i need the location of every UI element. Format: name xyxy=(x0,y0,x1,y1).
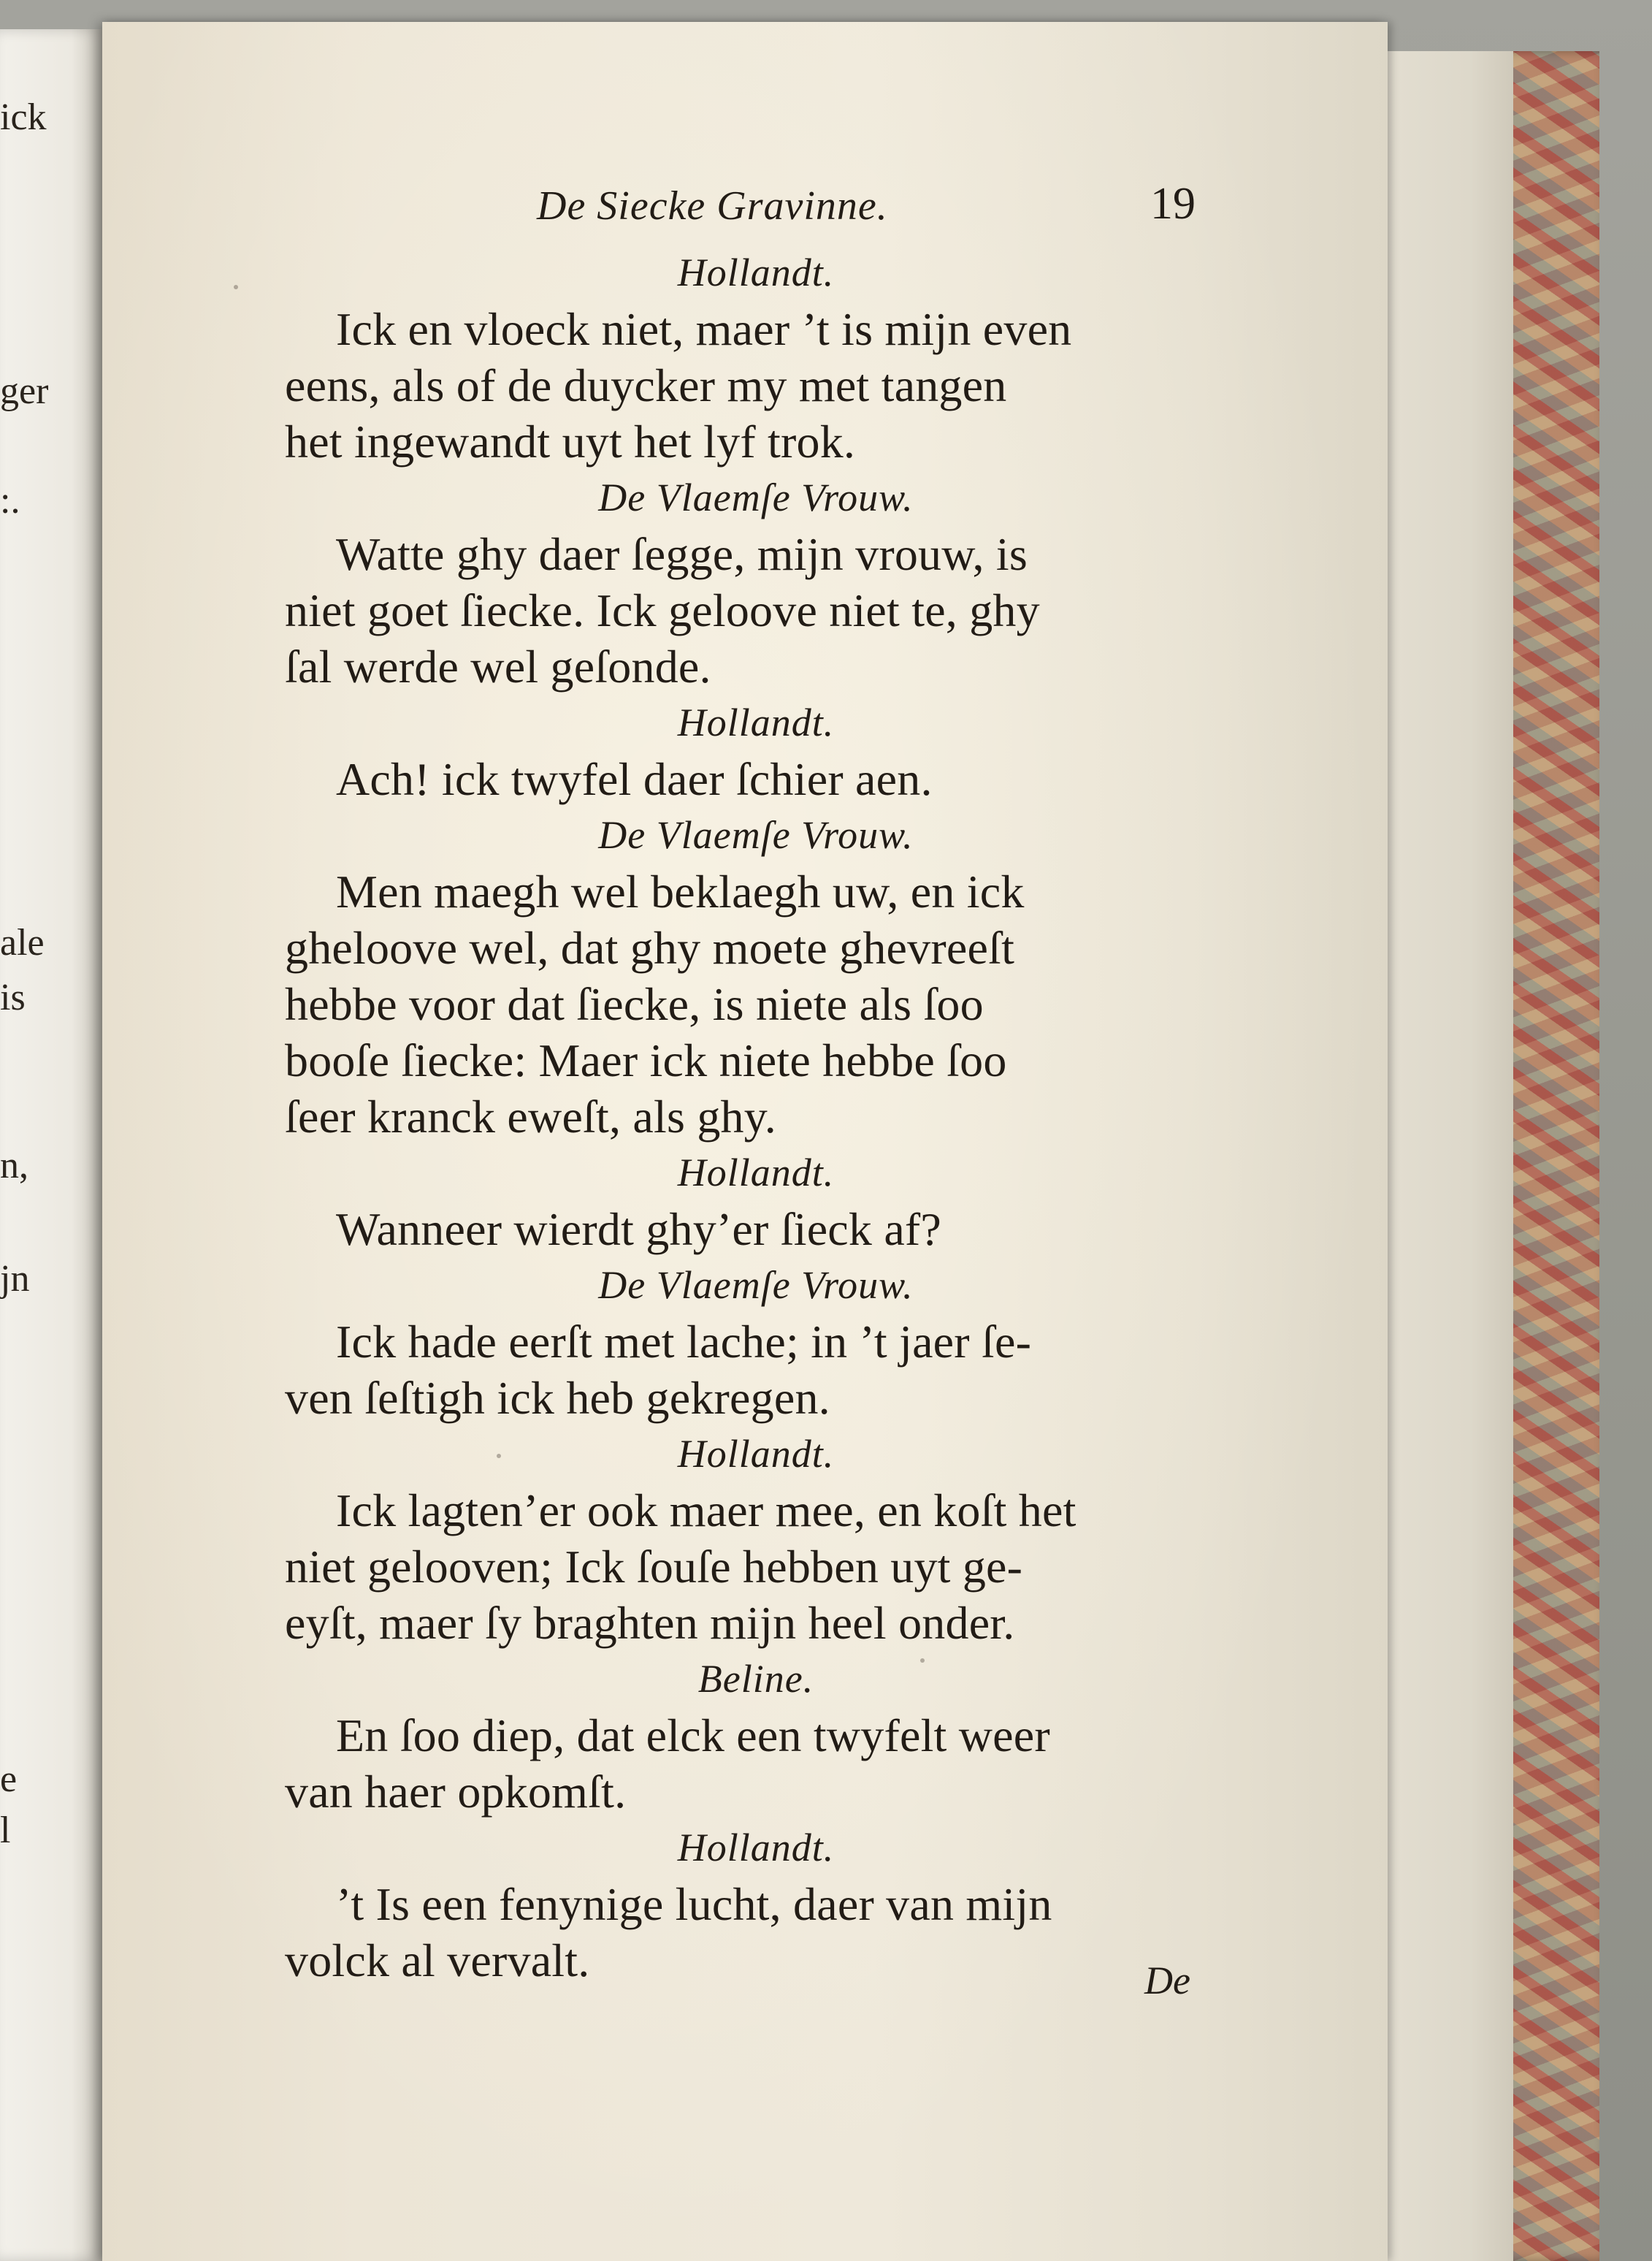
facing-page-fragment: ger xyxy=(0,370,49,412)
dialogue-line: Ick hade eerſt met lache; in ’t jaer ſe- xyxy=(336,1316,1032,1368)
book-page xyxy=(102,22,1388,2261)
dialogue-line: booſe ſiecke: Maer ick niete hebbe ſoo xyxy=(285,1034,1007,1086)
dialogue-lines xyxy=(285,245,1249,1989)
facing-page-fragment: :. xyxy=(0,480,20,522)
facing-page-fragment: n, xyxy=(0,1145,28,1186)
dialogue-line: En ſoo diep, dat elck een twyfelt weer xyxy=(336,1709,1050,1761)
dialogue-line: Ick en vloeck niet, maer ’t is mijn even xyxy=(336,303,1072,355)
speaker-heading: Hollandt. xyxy=(677,251,835,294)
running-head-title: De Siecke Gravinne. xyxy=(537,183,888,229)
dialogue-line: hebbe voor dat ſiecke, is niete als ſoo xyxy=(285,978,984,1030)
dialogue-line: ven ſeſtigh ick heb gekregen. xyxy=(285,1372,830,1424)
speaker-heading: Hollandt. xyxy=(677,1432,835,1476)
facing-page xyxy=(0,29,102,2261)
dialogue-line: ’t Is een fenynige lucht, daer van mijn xyxy=(336,1878,1052,1930)
speaker-heading: De Vlaemſe Vrouw. xyxy=(598,813,914,857)
speaker-heading: Beline. xyxy=(697,1657,814,1701)
dialogue-line: Men maegh wel beklaegh uw, en ick xyxy=(336,866,1025,918)
dialogue-line: gheloove wel, dat ghy moete ghevreeſt xyxy=(285,922,1015,974)
catchword: De xyxy=(1144,1959,1190,2002)
speaker-heading: De Vlaemſe Vrouw. xyxy=(598,476,914,519)
facing-page-fragment: ale xyxy=(0,922,45,964)
dialogue-line: eyſt, maer ſy braghten mijn heel onder. xyxy=(285,1597,1015,1649)
page-number: 19 xyxy=(1150,179,1196,229)
dialogue-line: Ick lagten’er ook maer mee, en koſt het xyxy=(336,1484,1077,1536)
underlying-page-edge xyxy=(1366,51,1513,2261)
dialogue-line: Ach! ick twyfel daer ſchier aen. xyxy=(336,753,933,805)
facing-page-fragment: e xyxy=(0,1758,18,1800)
running-head xyxy=(285,131,1249,229)
facing-page-fragment: is xyxy=(0,977,26,1018)
dialogue-line: Watte ghy daer ſegge, mijn vrouw, is xyxy=(336,528,1028,580)
dialogue-line: ſal werde wel geſonde. xyxy=(285,641,711,693)
speaker-heading: Hollandt. xyxy=(677,1151,835,1194)
facing-page-fragment: l xyxy=(0,1810,11,1851)
dialogue-line: eens, als of de duycker my met tangen xyxy=(285,359,1007,411)
dialogue-line: niet goet ſiecke. Ick geloove niet te, ghy xyxy=(285,584,1040,636)
page-text-block xyxy=(285,131,1249,2045)
speaker-heading: Hollandt. xyxy=(677,1826,835,1869)
dialogue-line: Wanneer wierdt ghy’er ſieck af? xyxy=(336,1203,942,1255)
dialogue-line: ſeer kranck eweſt, als ghy. xyxy=(285,1091,776,1143)
dialogue-line: niet gelooven; Ick ſouſe hebben uyt ge- xyxy=(285,1541,1023,1593)
dialogue-line: volck al vervalt. xyxy=(285,1934,590,1986)
facing-page-fragment: jn xyxy=(0,1258,30,1300)
speaker-heading: De Vlaemſe Vrouw. xyxy=(598,1263,914,1307)
facing-page-fragment: ick xyxy=(0,96,47,138)
dialogue-line: van haer opkomſt. xyxy=(285,1766,627,1818)
dialogue-line: het ingewandt uyt het lyf trok. xyxy=(285,416,856,468)
speaker-heading: Hollandt. xyxy=(677,701,835,744)
